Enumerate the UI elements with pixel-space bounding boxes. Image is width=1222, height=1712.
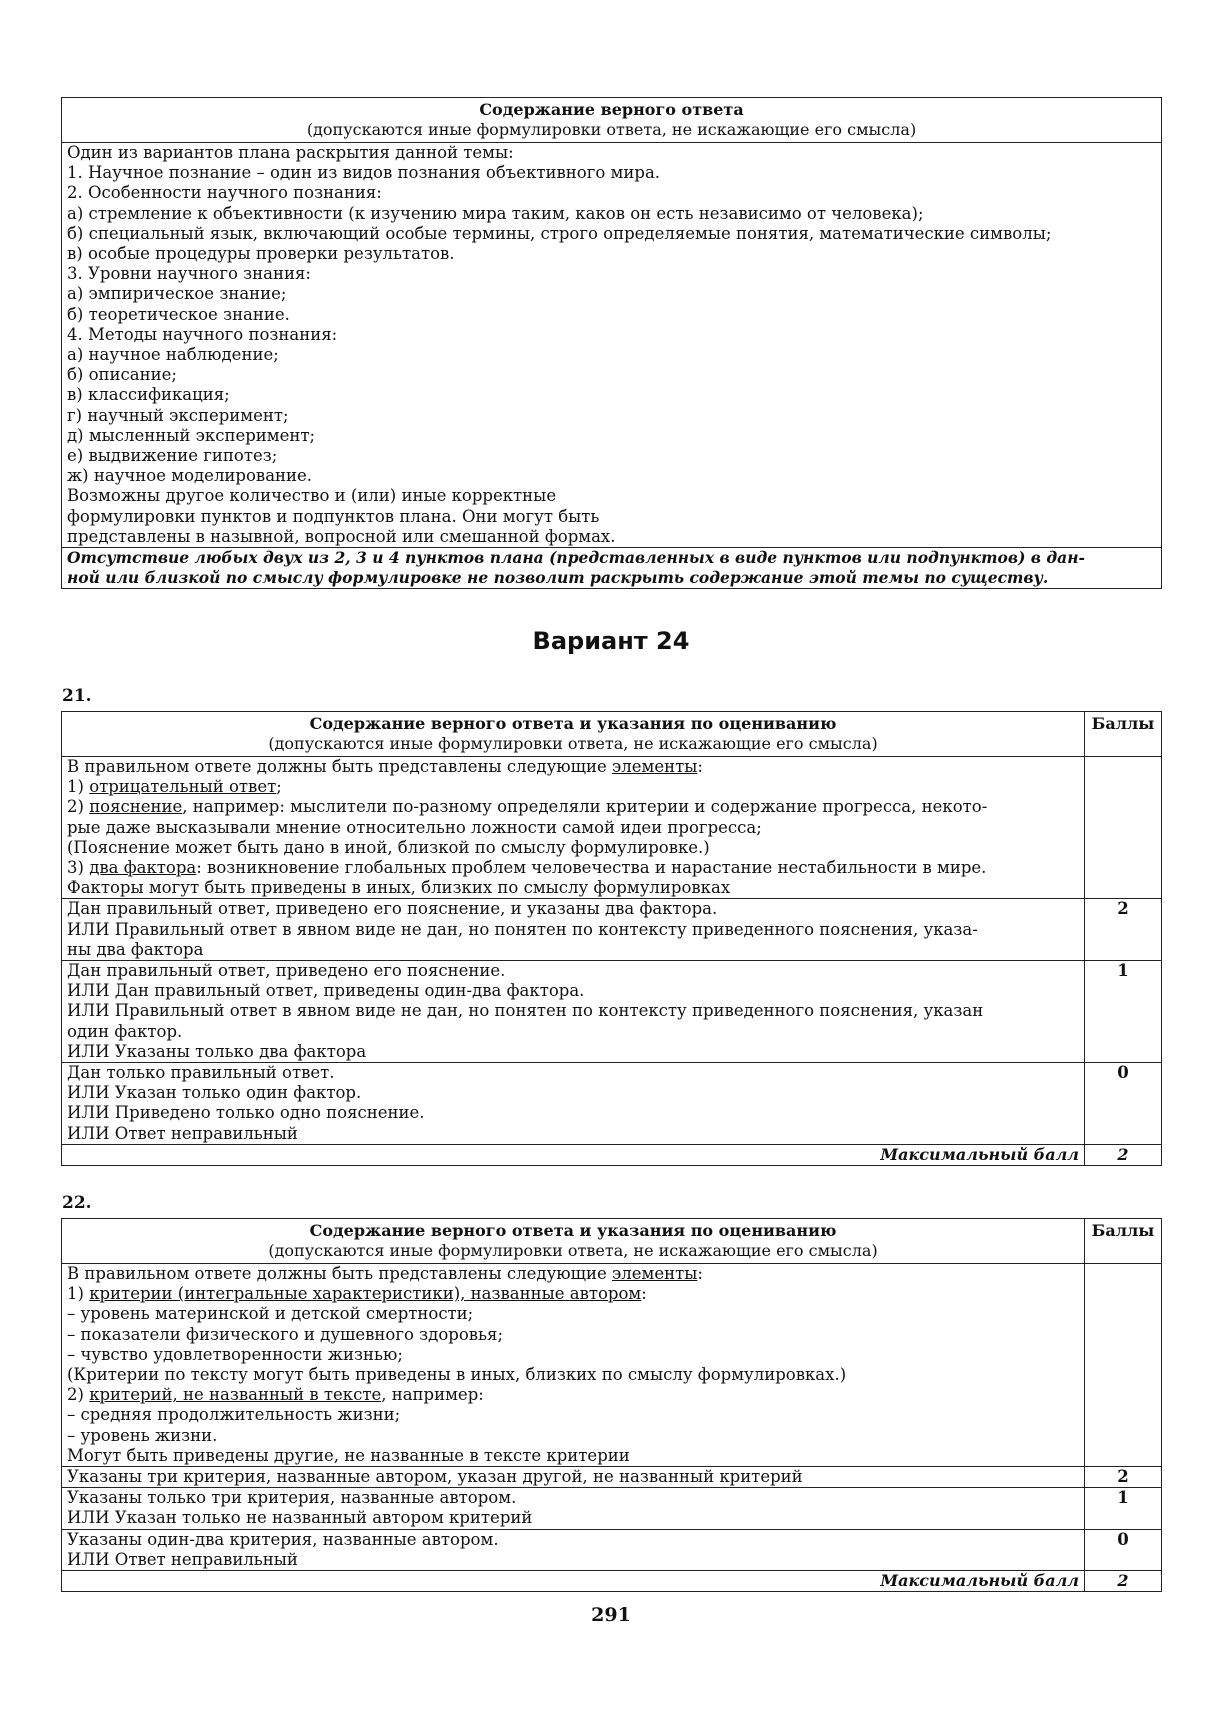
max-score-label: Максимальный балл [62,1144,1085,1165]
plan-line: б) специальный язык, включающий особые термины, строго определяемые понятия, математические символы; [67,223,1052,243]
elements-line: 1) отрицательный ответ; [67,777,282,797]
score-value: 0 [1085,1063,1162,1145]
answer-elements-cell [62,757,1085,899]
header-title: Содержание верного ответа и указания по оцениванию [309,1221,837,1240]
elements-line: 1) критерии (интегральные характеристики), названные автором: [67,1284,647,1304]
plan-line: Возможны другое количество и (или) иные корректные [67,486,557,506]
max-score-label: Максимальный балл [62,1571,1085,1592]
header-subtitle: (допускаются иные формулировки ответа, не искажающие его смысла) [268,1241,878,1260]
plan-line: е) выдвижение гипотез; [67,446,278,466]
header-subtitle: (допускаются иные формулировки ответа, не искажающие его смысла) [306,120,917,139]
plan-line: в) классификация; [67,385,230,405]
criteria-row: Дан правильный ответ, приведено его пояснение. ИЛИ Дан правильный ответ, приведены один-два фактора. ИЛИ Правильный ответ в явном виде не дан, но понятен по контексту приведенного пояснения, указан один фактор. ИЛИ Указаны только два фактора [62,961,1085,1063]
elements-line: (Пояснение может быть дано в иной, близкой по смыслу формулировке.) [67,837,710,857]
elements-line: рые даже высказывали мнение относительно ложности самой идеи прогресса; [67,817,762,837]
score-header-label: Баллы [1091,1221,1155,1240]
score-column-header [1085,1219,1162,1264]
plan-line: 1. Научное познание – один из видов познания объективного мира. [67,163,661,183]
elements-line: – уровень жизни. [67,1425,218,1445]
plan-line: представлены в назывной, вопросной или смешанной формах. [67,526,616,546]
criteria-row: Указаны один-два критерия, названные автором. ИЛИ Ответ неправильный [62,1529,1085,1570]
elements-line: Факторы могут быть приведены в иных, близких по смыслу формулировках [67,878,731,898]
criteria-row: Указаны только три критерия, названные автором. ИЛИ Указан только не названный автором критерий [62,1488,1085,1529]
answer-table-q22 [61,1218,1162,1592]
note-line: Отсутствие любых двух из 2, 3 и 4 пунктов плана (представленных в виде пунктов или подпунктов) в дан- [67,548,1085,568]
score-column-header [1085,712,1162,757]
score-header-label: Баллы [1091,714,1155,733]
header-title: Содержание верного ответа [479,100,744,119]
plan-line: 4. Методы научного познания: [67,324,338,344]
score-value: 1 [1085,1488,1162,1529]
elements-line: В правильном ответе должны быть представлены следующие элементы: [67,757,703,776]
plan-line: ж) научное моделирование. [67,466,313,486]
answer-elements-cell [62,1264,1085,1467]
elements-line: – средняя продолжительность жизни; [67,1405,401,1425]
plan-line: д) мысленный эксперимент; [67,425,316,445]
plan-line: г) научный эксперимент; [67,405,289,425]
plan-line: б) описание; [67,365,177,385]
elements-line: – чувство удовлетворенности жизнью; [67,1344,403,1364]
note-line: ной или близкой по смыслу формулировке не позволит раскрыть содержание этой темы по существу. [67,568,1049,588]
max-score-value: 2 [1085,1571,1162,1592]
plan-line: в) особые процедуры проверки результатов. [67,244,455,264]
plan-line: а) научное наблюдение; [67,345,279,365]
max-score-value: 2 [1085,1144,1162,1165]
question-number-22: 22. [62,1193,92,1213]
answer-table-q21 [61,711,1162,1166]
elements-line: 2) критерий, не названный в тексте, например: [67,1385,484,1405]
plan-line: а) стремление к объективности (к изучению мира таким, каков он есть независимо от человека); [67,203,924,223]
variant-title: Вариант 24 [532,627,690,655]
criteria-row: Дан правильный ответ, приведено его пояснение, и указаны два фактора. ИЛИ Правильный ответ в явном виде не дан, но понятен по контексту приведенного пояснения, указа- ны два фактора [62,899,1085,961]
plan-line: 3. Уровни научного знания: [67,264,311,284]
answer-table-top [61,97,1162,589]
plan-line: а) эмпирическое знание; [67,284,287,304]
score-value: 2 [1085,899,1162,961]
score-cell-empty [1085,757,1162,899]
criteria-row: Дан только правильный ответ. ИЛИ Указан только один фактор. ИЛИ Приведено только одно пояснение. ИЛИ Ответ неправильный [62,1063,1085,1145]
score-value: 0 [1085,1529,1162,1570]
elements-line: 2) пояснение, например: мыслители по-разному определяли критерии и содержание прогресса, некото- [67,797,988,817]
header-title: Содержание верного ответа и указания по оцениванию [309,714,837,733]
criteria-row: Указаны три критерия, названные автором, указан другой, не названный критерий [62,1467,1085,1488]
header-subtitle: (допускаются иные формулировки ответа, не искажающие его смысла) [268,734,878,753]
answer-plan-cell [62,143,1162,548]
plan-line: Один из вариантов плана раскрытия данной темы: [67,143,514,162]
score-cell-empty [1085,1264,1162,1467]
assessment-note-cell [62,548,1162,589]
plan-line: формулировки пунктов и подпунктов плана. Они могут быть [67,506,600,526]
table-header [62,712,1085,757]
table-header [62,98,1162,143]
plan-line: б) теоретическое знание. [67,304,290,324]
plan-line: 2. Особенности научного познания: [67,183,382,203]
elements-line: В правильном ответе должны быть представлены следующие элементы: [67,1264,703,1283]
elements-line: 3) два фактора: возникновение глобальных проблем человечества и нарастание нестабильности в мире. [67,858,987,878]
score-value: 2 [1085,1467,1162,1488]
score-value: 1 [1085,961,1162,1063]
page-number: 291 [591,1604,631,1626]
elements-line: – показатели физического и душевного здоровья; [67,1324,504,1344]
elements-line: – уровень материнской и детской смертности; [67,1304,474,1324]
table-header [62,1219,1085,1264]
elements-line: Могут быть приведены другие, не названные в тексте критерии [67,1445,630,1465]
elements-line: (Критерии по тексту могут быть приведены в иных, близких по смыслу формулировках.) [67,1365,847,1385]
question-number-21: 21. [62,686,92,706]
